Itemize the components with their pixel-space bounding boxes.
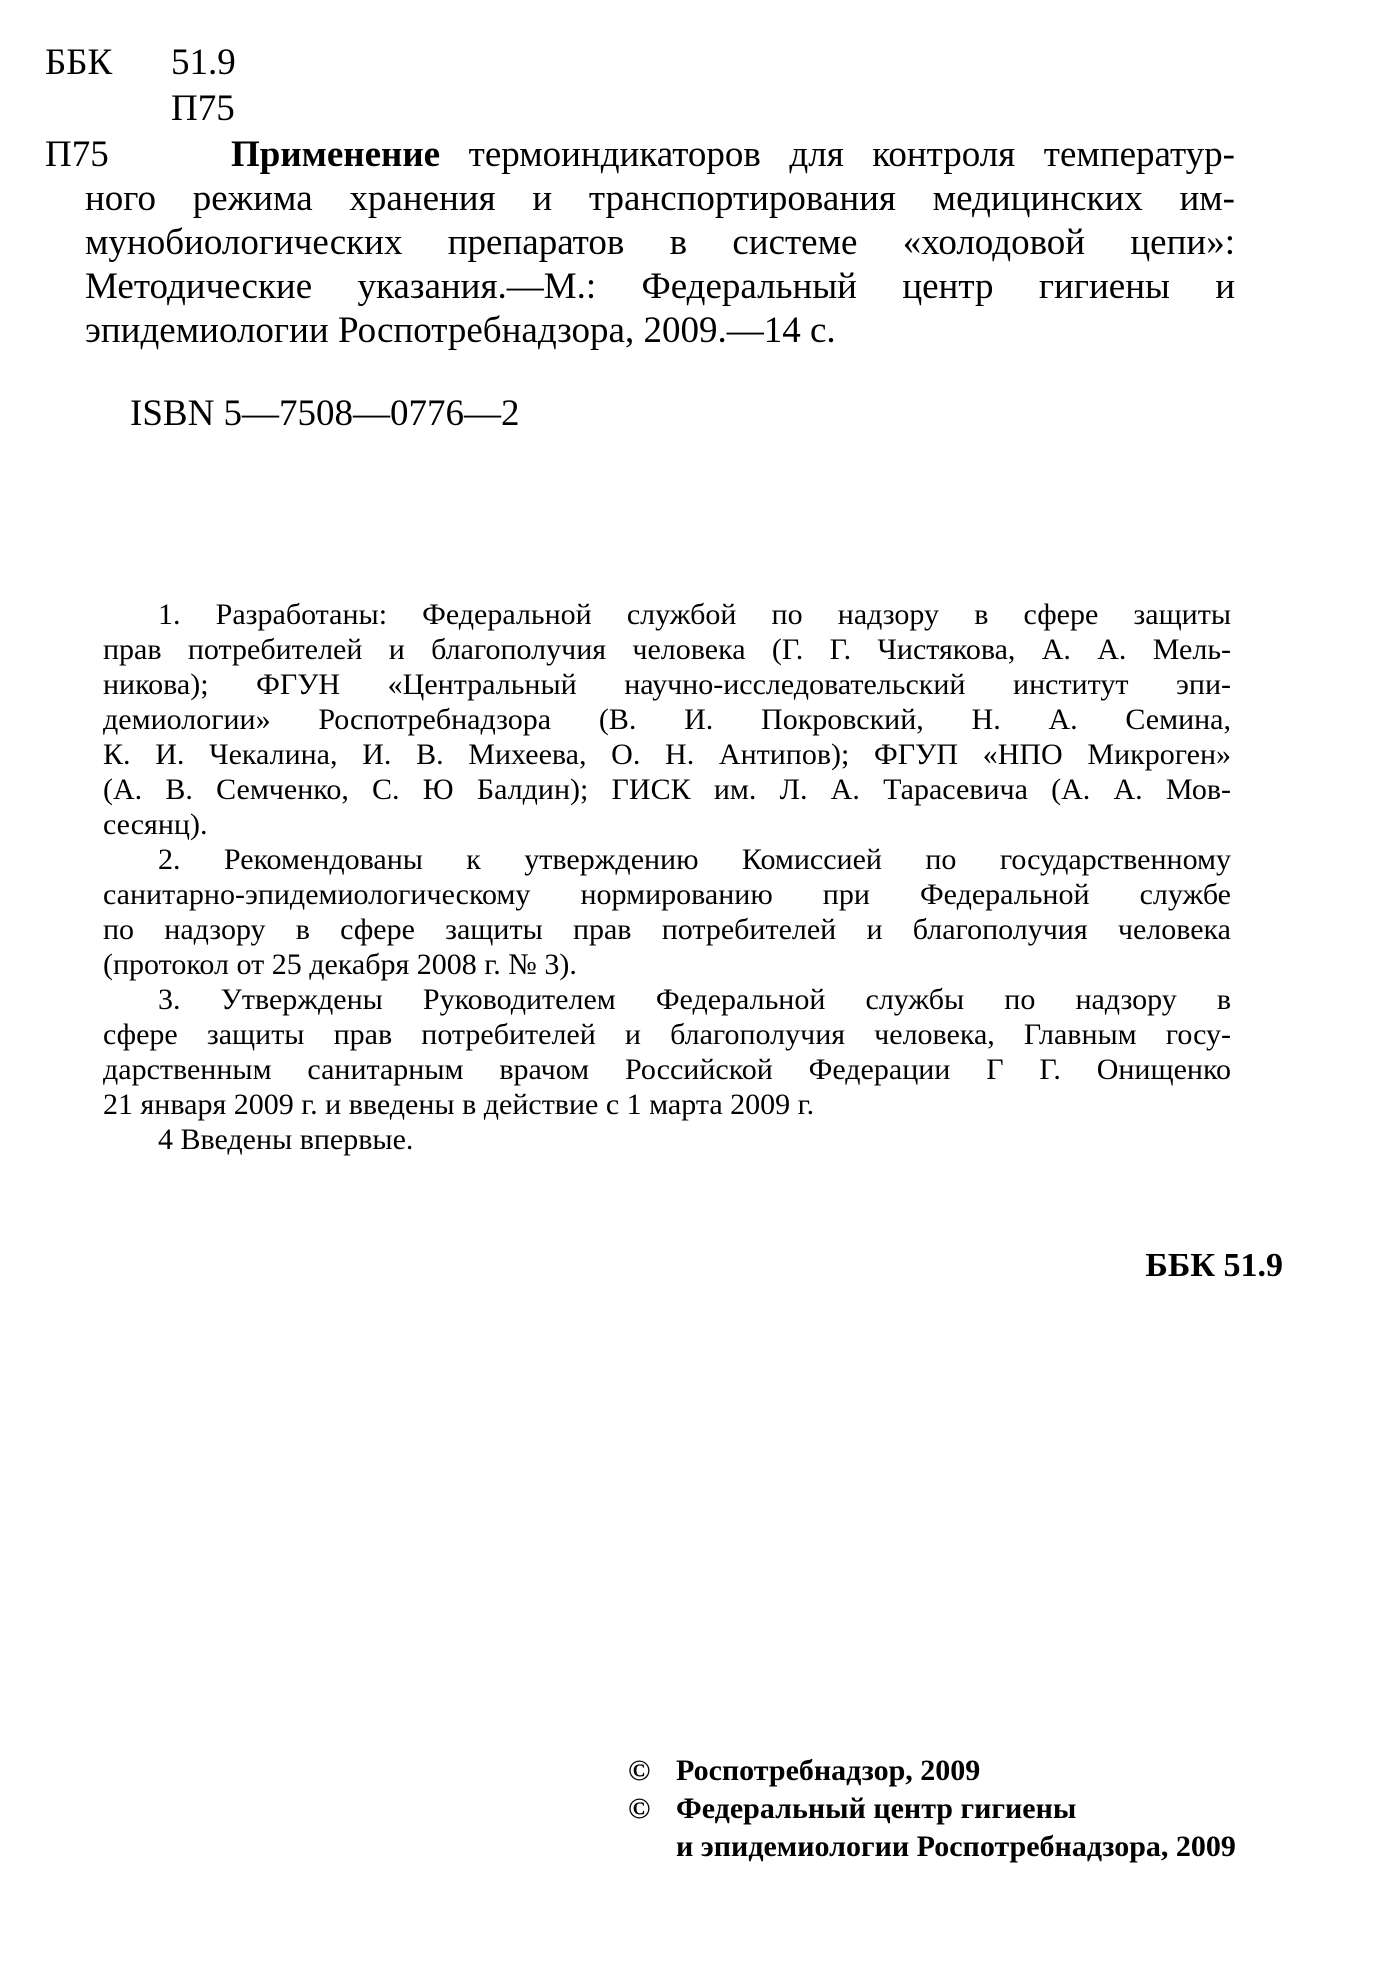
isbn: ISBN 5—7508—0776—2 xyxy=(130,393,520,434)
note-line: (протокол от 25 декабря 2008 г. № 3). xyxy=(103,948,577,981)
note-line: 21 января 2009 г. и введены в действие с 1 марта 2009 г. xyxy=(103,1088,815,1121)
note-line: прав потребителей и благополучия человека (Г. Г. Чистякова, А. А. Мель- xyxy=(103,633,1231,666)
entry-line: Применение термоиндикаторов для контроля температур- xyxy=(231,134,1235,175)
entry-code: П75 xyxy=(45,134,109,175)
copyright-line: и эпидемиологии Роспотребнадзора, 2009 xyxy=(676,1830,1236,1863)
entry-continuation xyxy=(45,177,1235,353)
note-line: 3. Утверждены Руководителем Федеральной службы по надзору в xyxy=(158,983,1231,1016)
footer-bbk: ББК 51.9 xyxy=(1145,1247,1283,1284)
copyright-line: Роспотребнадзор, 2009 xyxy=(676,1754,981,1787)
copyright-symbol: © xyxy=(628,1792,651,1825)
note-line: К. И. Чекалина, И. В. Михеева, О. Н. Антипов); ФГУП «НПО Микроген» xyxy=(103,738,1231,771)
copyright-row xyxy=(628,1828,1236,1866)
entry-line: мунобиологических препаратов в системе «холодовой цепи»: xyxy=(85,222,1235,263)
note-line: демиологии» Роспотребнадзора (В. И. Покровский, Н. А. Семина, xyxy=(103,703,1231,736)
author-mark-row xyxy=(45,86,236,132)
entry-title-bold: Применение xyxy=(231,134,441,175)
bbk-row xyxy=(45,40,236,86)
copyright-symbol: © xyxy=(628,1754,651,1787)
note-line: 2. Рекомендованы к утверждению Комиссией по государственному xyxy=(158,843,1231,876)
note-line: дарственным санитарным врачом Российской Федерации Г Г. Онищенко xyxy=(103,1053,1231,1086)
note-line: 4 Введены впервые. xyxy=(158,1123,414,1156)
note-line: санитарно-эпидемиологическому нормированию при Федеральной службе xyxy=(103,878,1231,911)
note-line: (А. В. Семченко, С. Ю Балдин); ГИСК им. Л. А. Тарасевича (А. А. Мов- xyxy=(103,773,1231,806)
note-line: сесянц). xyxy=(103,808,208,841)
note-line: никова); ФГУН «Центральный научно-исследовательский институт эпи- xyxy=(103,668,1231,701)
note-line: сфере защиты прав потребителей и благополучия человека, Главным госу- xyxy=(103,1018,1231,1051)
bibliographic-entry xyxy=(45,133,1235,353)
entry-line: Методические указания.—М.: Федеральный центр гигиены и xyxy=(85,266,1235,307)
copyright-row xyxy=(628,1752,1236,1790)
author-mark: П75 xyxy=(171,88,235,129)
bbk-label: ББК xyxy=(45,42,113,83)
note-line: 1. Разработаны: Федеральной службой по надзору в сфере защиты xyxy=(158,598,1231,631)
copyright-row xyxy=(628,1790,1236,1828)
entry-line: ного режима хранения и транспортирования медицинских им- xyxy=(85,178,1235,219)
entry-line: эпидемиологии Роспотребнадзора, 2009.—14 с. xyxy=(85,310,836,351)
publication-notes xyxy=(103,597,1231,1157)
bbk-classification xyxy=(45,40,236,132)
entry-body xyxy=(185,133,1235,177)
bbk-index: 51.9 xyxy=(171,42,236,83)
note-line: по надзору в сфере защиты прав потребителей и благополучия человека xyxy=(103,913,1231,946)
copyright-block xyxy=(628,1752,1236,1866)
copyright-line: Федеральный центр гигиены xyxy=(676,1792,1077,1825)
